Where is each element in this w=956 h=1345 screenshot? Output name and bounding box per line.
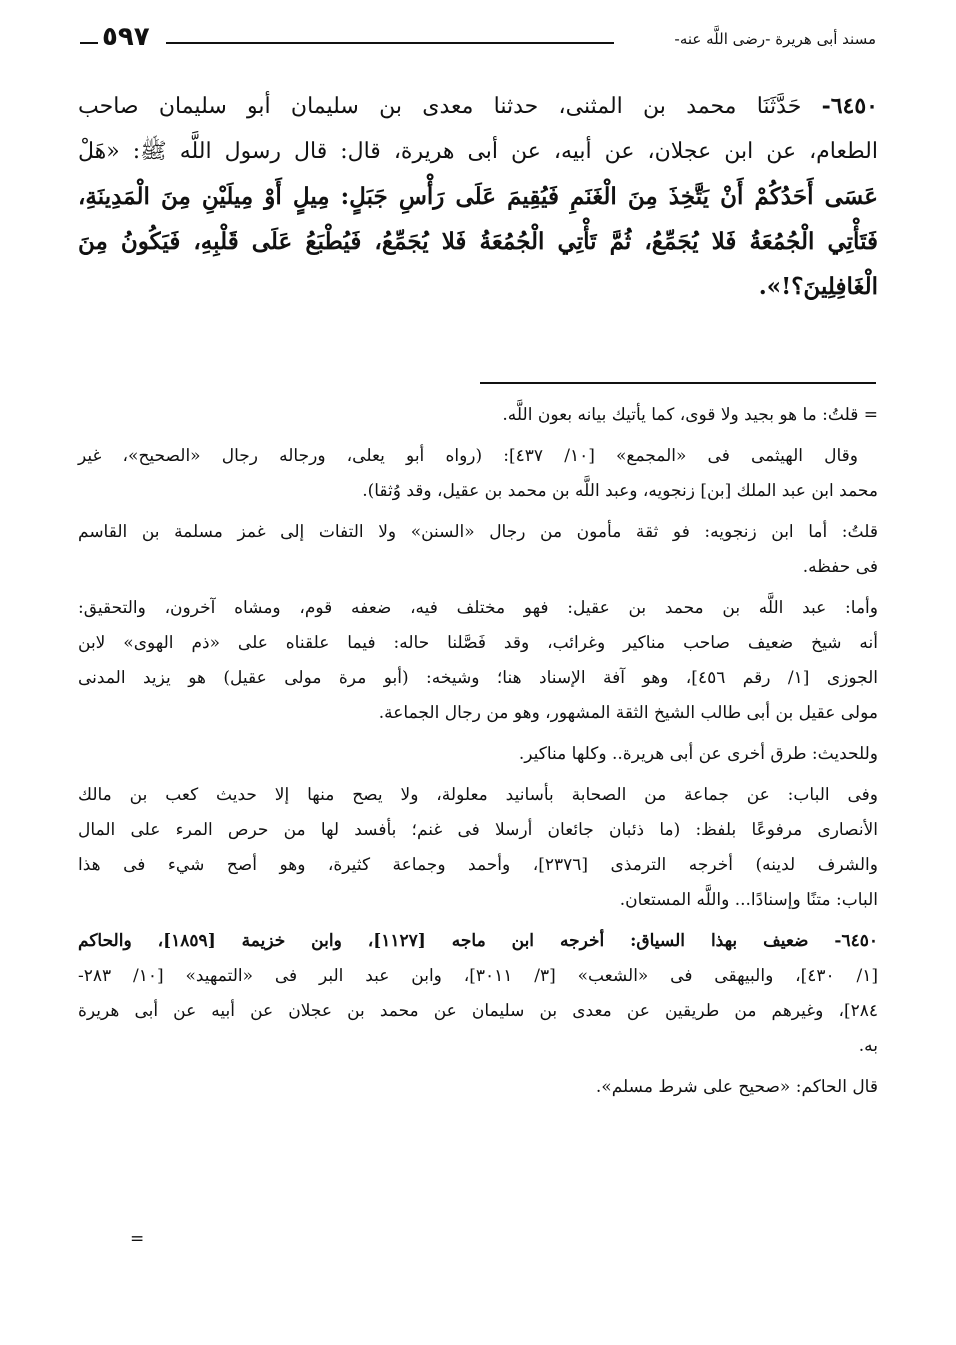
note-paragraph	[78, 924, 878, 1064]
note-line: الأنصارى مرفوعًا بلفظ: (ما ذئبان جائعان أرسلا فى غنم؛ بأفسد لها من حرص المرء على المال	[78, 820, 878, 840]
note-paragraph	[78, 591, 878, 731]
note-line: الجوزى [١/ رقم ٤٥٦]، وهو آفة الإسناد هنا؛ وشيخه: (أبو مرة مولى عقيل) هو يزيد المدنى	[78, 668, 879, 688]
header-dash	[80, 42, 98, 44]
hadith-text	[78, 84, 878, 309]
note-line: = قلتُ: ما هو بجيد ولا قوى، كما يأتيك بيانه بعون اللَّه.	[502, 405, 878, 425]
note-line: به.	[858, 1036, 878, 1056]
note-line: وفى الباب: عن جماعة من الصحابة بأسانيد معلولة، ولا يصح منها إلا حديث كعب بن مالك	[78, 785, 878, 805]
footnote-separator	[480, 382, 876, 384]
note-line: أنه شيخ ضعيف صاحب مناكير وغرائب، وقد فَصَّلنا حاله: فيما علقناه على «ذم الهوى» لابن	[78, 633, 878, 653]
note-line: ٦٤٥٠- ضعيف بهذا السياق: أخرجه ابن ماجه [١١٢٧]، وابن خزيمة [١٨٥٩]، والحاكم	[78, 931, 878, 951]
continuation-mark: =	[130, 1229, 145, 1249]
page-header	[80, 22, 876, 66]
running-title: مسند أبى هريرة -رضى اللَّه عنه-	[674, 30, 876, 48]
note-line: مولى عقيل بن أبى طالب الشيخ الثقة المشهور، وهو من رجال الجماعة.	[378, 703, 878, 723]
note-line: الباب: متنًا وإسنادًا... واللَّه المستعان.	[619, 890, 878, 910]
note-line: قال الحاكم: «صحيح على شرط مسلم».	[595, 1077, 878, 1097]
page-number: ٥٩٧	[102, 22, 150, 52]
note-paragraph	[78, 737, 878, 772]
note-paragraph	[78, 515, 878, 585]
note-line: محمد ابن عبد الملك [بن] زنجويه، وعبد اللَّه بن محمد بن عقيل، وقد وُثقا).	[362, 481, 878, 501]
note-line: وقال الهيثمى فى «المجمع» [١٠/ ٤٣٧]: (رواه أبو يعلى، ورجاله رجال «الصحيح»، غير	[78, 446, 858, 466]
header-rule	[166, 42, 614, 44]
note-line: فى حفظه.	[802, 557, 878, 577]
footnotes	[78, 398, 878, 1111]
hadith-line: فَتَأْتِي الْجُمُعَةُ فَلا يُجَمِّعُ، ثُمَّ تَأْتِي الْجُمُعَةُ فَلا يُجَمِّعُ، فَيُطْبَعُ عَلَى قَلْبِهِ، فَيَكُونُ مِنَ	[78, 228, 878, 255]
note-line: وأما: عبد اللَّه بن محمد بن عقيل: فهو مختلف فيه، ضعفه قوم، ومشاه آخرون، والتحقيق:	[78, 598, 878, 618]
note-line: قلتُ: أما ابن زنجويه: فو ثقة مأمون من رجال «السنن» ولا التفات إلى غمز مسلمة بن القاسم	[78, 522, 878, 542]
hadith-number: ٦٤٥٠-	[821, 93, 878, 119]
note-line: ٢٨٤]، وغيرهم من طريقين عن معدى بن سليمان عن محمد بن عجلان عن أبيه عن أبى هريرة	[78, 1001, 878, 1021]
note-paragraph	[78, 439, 878, 509]
note-paragraph	[78, 398, 878, 433]
note-line: [١/ ٤٣٠]، والبيهقى فى «الشعب» [٣/ ٣٠١١]، وابن عبد البر فى «التمهيد» [١٠/ ٢٨٣-	[78, 966, 878, 986]
hadith-line: عَسَى أَحَدُكُمْ أَنْ يَتَّخِذَ مِنَ الْغَنَمِ فَيُقِيمَ عَلَى رَأْسِ جَبَلٍ: مِيلٍ أَوْ مِيلَيْنِ مِنَ الْمَدِينَةِ،	[78, 183, 878, 210]
note-line: وللحديث: طرق أخرى عن أبى هريرة.. وكلها مناكير.	[518, 744, 878, 764]
note-paragraph	[78, 778, 878, 918]
hadith-line: الطعام، عن ابن عجلان، عن أبيه، عن أبى هريرة، قال: قال رسول اللَّه ﷺ: «هَلْ	[78, 139, 878, 164]
note-paragraph	[78, 1070, 878, 1105]
hadith-line: الْغَافِلِينَ؟!».	[758, 273, 878, 300]
note-line: والشرف لدينه) أخرجه الترمذى [٢٣٧٦]، وأحمد وجماعة كثيرة، وهو أصح شيء فى هذا	[78, 855, 878, 875]
hadith-line: ٦٤٥٠- حَدَّثَنَا محمد بن المثنى، حدثنا معدى بن سليمان أبو سليمان صاحب	[78, 93, 878, 119]
